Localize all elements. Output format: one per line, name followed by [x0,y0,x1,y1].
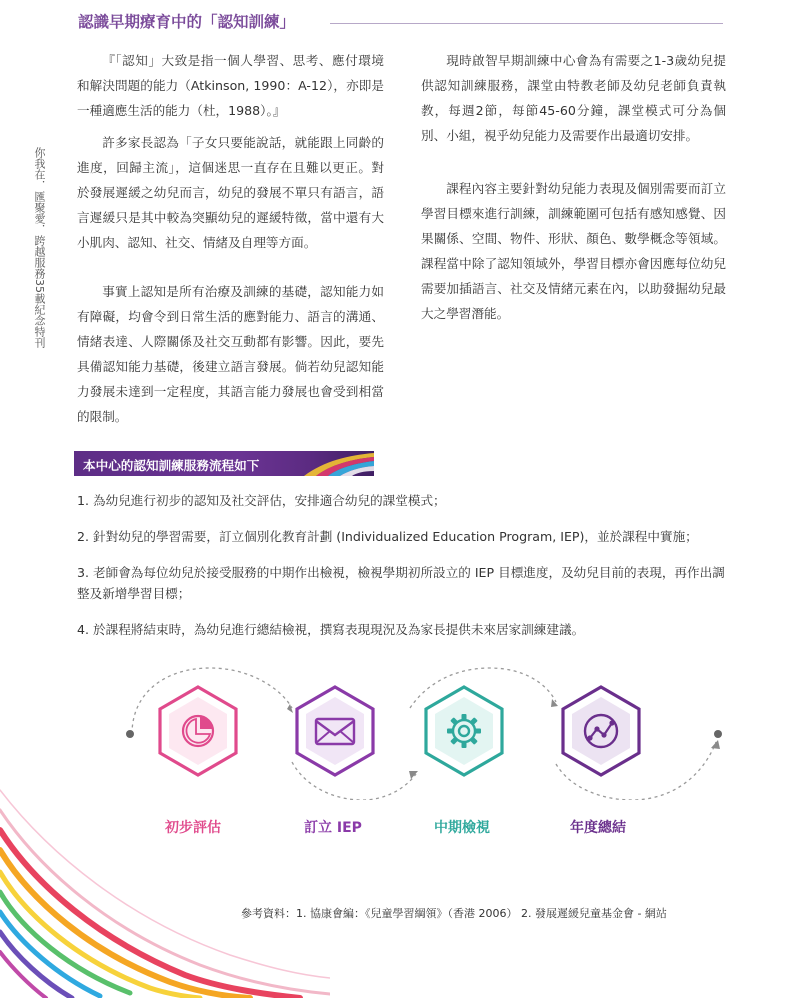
step-3: 3. 老師會為每位幼兒於接受服務的中期作出檢視，檢視學期初所設立的 IEP 目標進度，及幼兒目前的表現，再作出調整及新增學習目標； [77,565,725,601]
step-4: 4. 於課程將結束時，為幼兒進行總結檢視，撰寫表現現況及為家長提供未來居家訓練建議。 [77,622,585,637]
publication-side-title: 你我在．匯聚愛．跨越服務35載紀念特刊 [33,147,46,348]
section-banner [74,451,374,476]
reference-note: 參考資料：1. 協康會編：《兒童學習綱領》（香港 2006） 2. 發展遲緩兒童基金會 - 網站 [241,907,667,920]
banner-rainbow-swoosh [294,451,374,476]
paragraph-parent-myth: 許多家長認為「子女只要能說話，就能跟上同齡的進度，回歸主流」，這個迷思一直存在且難以更正。對於發展遲緩之幼兒而言，幼兒的發展不單只有語言，語言遲緩只是其中較為突顯幼兒的遲緩特徵，當中還有大小肌肉、認知、社交、情緒及自理等方面。 [77,135,384,250]
paragraph-cognition-definition: 『「認知」大致是指一個人學習、思考、應付環境和解決問題的能力（Atkinson, 1990：A-12），亦即是一種適應生活的能力（杜，1988）。』 [77,53,384,118]
process-flow-diagram [0,650,800,800]
rainbow-swirl-decoration [0,780,330,998]
title-divider [330,23,723,24]
flow-end-dot [714,730,722,738]
flow-label-set-iep: 訂立 IEP [304,820,362,836]
banner-title: 本中心的認知訓練服務流程如下 [83,458,260,473]
flow-connector [410,668,556,708]
flow-step-set-iep [297,687,373,775]
flow-label-midterm-review: 中期檢視 [434,820,490,836]
step-1: 1. 為幼兒進行初步的認知及社交評估，安排適合幼兒的課堂模式； [77,493,446,508]
flow-label-annual-summary: 年度總結 [570,820,626,836]
flow-step-annual-summary [563,687,639,775]
paragraph-course-content: 課程內容主要針對幼兒能力表現及個別需要而訂立學習目標來進行訓練，訓練範圍可包括有感知感覺、因果關係、空間、物件、形狀、顏色、數學概念等領域。課程當中除了認知領域外，學習目標亦會因應每位幼兒需要加插語言、社交及情緒元素在內，以助發掘幼兒最大之學習潛能。 [421,181,726,321]
paragraph-cognition-foundation: 事實上認知是所有治療及訓練的基礎，認知能力如有障礙，均會令到日常生活的應對能力、語言的溝通、情緒表達、人際關係及社交互動都有影響。因此，要先具備認知能力基礎，後建立語言發展。倘若幼兒認知能力發展未達到一定程度，其語言能力發展也會受到相當的限制。 [77,284,384,424]
paragraph-service-intro: 現時啟智早期訓練中心會為有需要之1-3歲幼兒提供認知訓練服務，課堂由特教老師及幼兒老師負責執教，每週2節，每節45-60分鐘，課堂模式可分為個別、小組，視乎幼兒能力及需要作出最適切安排。 [421,53,726,143]
flow-step-initial-assessment [160,687,236,775]
flow-start-dot [126,730,134,738]
flow-step-midterm-review [426,687,502,775]
flow-label-initial-assessment: 初步評估 [165,820,221,836]
step-2: 2. 針對幼兒的學習需要，訂立個別化教育計劃 (Individualized Education Program, IEP)，並於課程中實施； [77,529,698,544]
page-title: 認識早期療育中的「認知訓練」 [78,13,296,31]
